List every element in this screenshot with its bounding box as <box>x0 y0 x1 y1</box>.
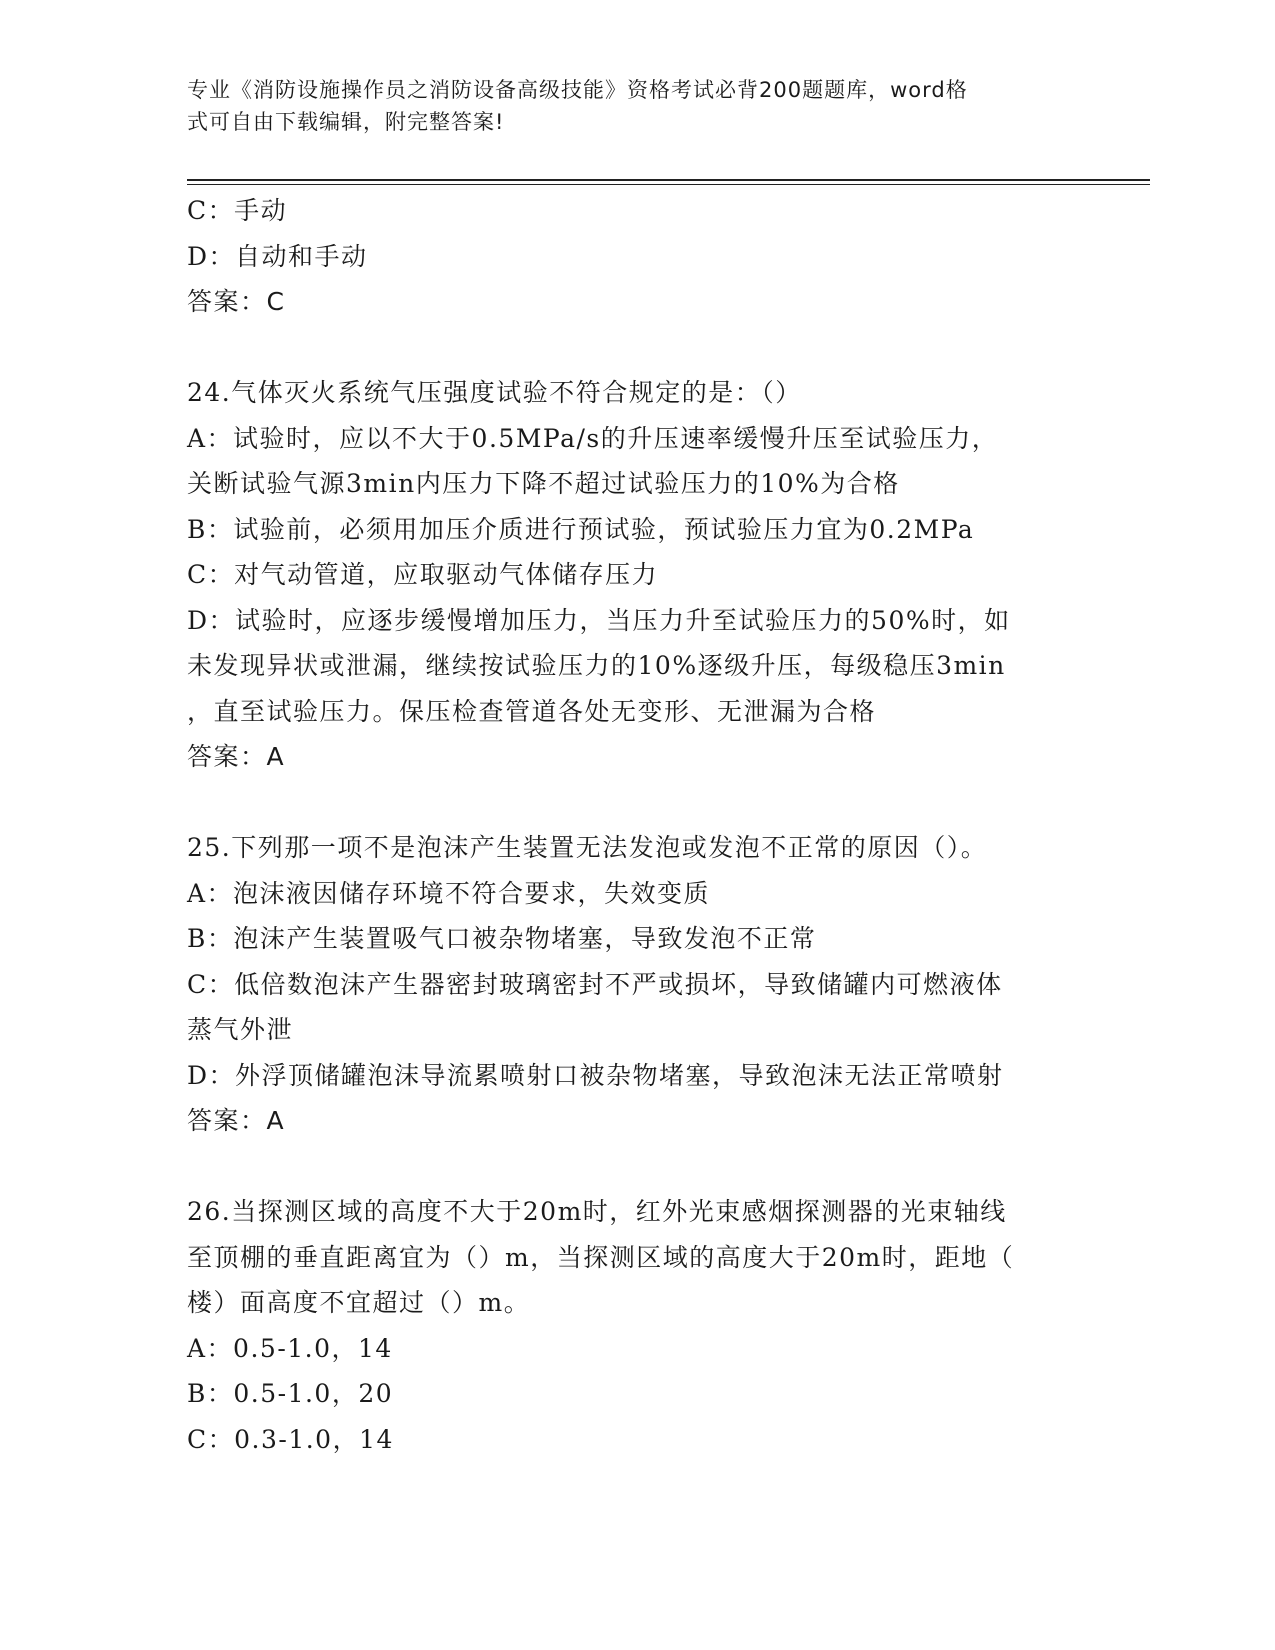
question-stem: 25.下列那一项不是泡沫产生装置无法发泡或发泡不正常的原因（）。 <box>187 833 988 862</box>
option-a: A：试验时，应以不大于0.5MPa/s的升压速率缓慢升压至试验压力， <box>187 423 999 453</box>
question-stem-cont: 楼）面高度不宜超过（）m。 <box>187 1288 531 1317</box>
header-line-2: 式可自由下载编辑，附完整答案! <box>187 110 505 134</box>
option-b: B：泡沫产生装置吸气口被杂物堵塞，导致发泡不正常 <box>187 924 817 953</box>
header-divider-thick <box>187 179 1150 181</box>
question-23-tail <box>187 188 1087 325</box>
option-b: B：试验前，必须用加压介质进行预试验，预试验压力宜为0.2MPa <box>187 514 975 544</box>
option-d-cont: ，直至试验压力。保压检查管道各处无变形、无泄漏为合格 <box>187 696 877 726</box>
option-d: D：试验时，应逐步缓慢增加压力，当压力升至试验压力的50%时，如 <box>187 605 1011 635</box>
option-b: B：0.5-1.0，20 <box>187 1379 394 1408</box>
spacer <box>187 1144 1087 1190</box>
option-c: C：低倍数泡沫产生器密封玻璃密封不严或损坏，导致储罐内可燃液体 <box>187 969 1003 999</box>
option-c: C：手动 <box>187 196 288 225</box>
option-c: C：对气动管道，应取驱动气体储存压力 <box>187 560 659 589</box>
question-stem-cont: 至顶棚的垂直距离宜为（）m，当探测区域的高度大于20m时，距地（ <box>187 1242 1015 1272</box>
option-a-cont: 关断试验气源3min内压力下降不超过试验压力的10%为合格 <box>187 469 900 498</box>
document-body <box>187 188 1087 1462</box>
option-d-cont: 未发现异状或泄漏，继续按试验压力的10%逐级升压，每级稳压3min <box>187 651 1006 680</box>
header-divider-thin <box>187 184 1150 185</box>
option-c-cont: 蒸气外泄 <box>187 1015 294 1044</box>
option-a: A：泡沫液因储存环境不符合要求，失效变质 <box>187 878 711 908</box>
question-26 <box>187 1189 1087 1462</box>
answer-line: 答案：A <box>187 742 286 771</box>
question-stem: 24.气体灭火系统气压强度试验不符合规定的是：（） <box>187 378 802 407</box>
header-line-1: 专业《消防设施操作员之消防设备高级技能》资格考试必背200题题库，word格 <box>187 78 968 102</box>
option-d: D：外浮顶储罐泡沫导流累喷射口被杂物堵塞，导致泡沫无法正常喷射 <box>187 1060 1004 1090</box>
page-header <box>187 74 1067 138</box>
question-25 <box>187 825 1087 1144</box>
spacer <box>187 325 1087 371</box>
question-stem: 26.当探测区域的高度不大于20m时，红外光束感烟探测器的光束轴线 <box>187 1197 1007 1226</box>
option-a: A：0.5-1.0，14 <box>187 1333 393 1363</box>
answer-line: 答案：C <box>187 287 286 316</box>
answer-line: 答案：A <box>187 1106 286 1135</box>
option-c: C：0.3-1.0，14 <box>187 1424 394 1454</box>
spacer <box>187 780 1087 826</box>
question-24 <box>187 370 1087 780</box>
option-d: D：自动和手动 <box>187 241 368 271</box>
